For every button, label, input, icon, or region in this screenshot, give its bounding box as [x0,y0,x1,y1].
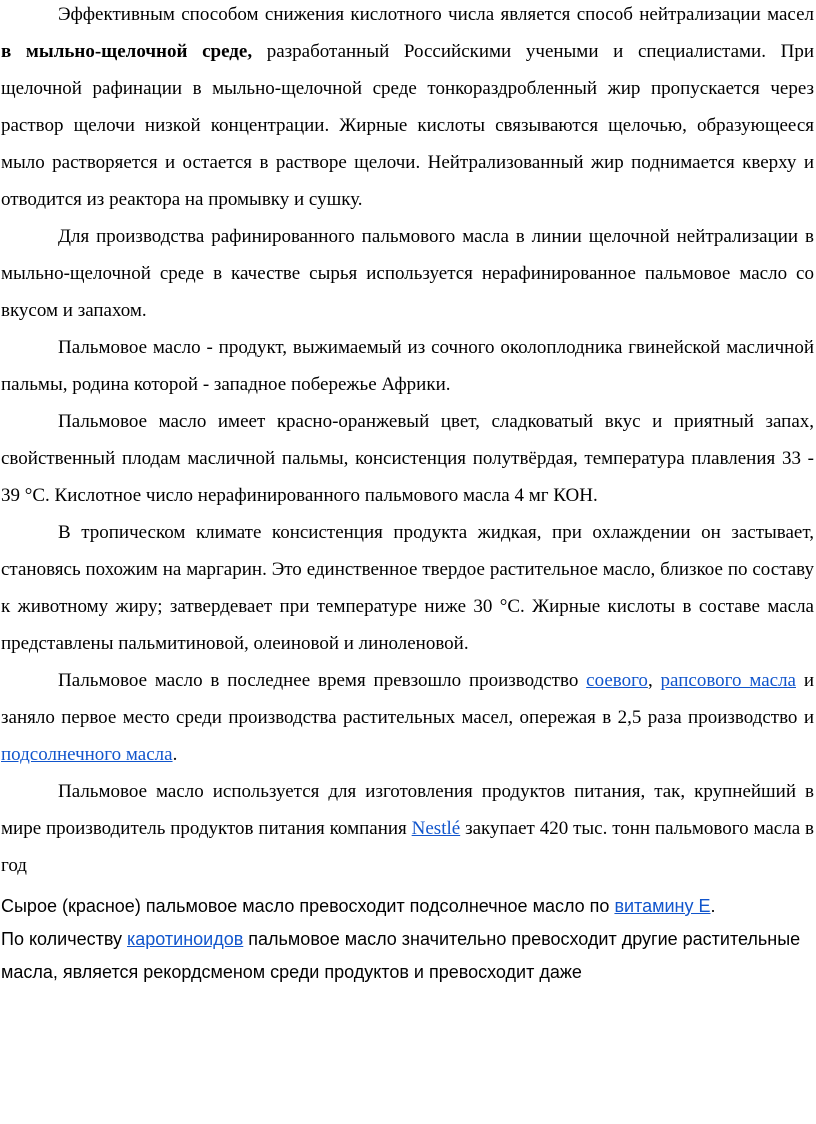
paragraph-food-usage [1,773,814,884]
text-span: Сырое (красное) пальмовое масло превосходит подсолнечное масло по [1,896,615,916]
paragraph-tropical-climate: В тропическом климате консистенция продукта жидкая, при охлаждении он застывает, становясь похожим на маргарин. Это единственное твердое растительное масло, близкое по составу к животному жиру; затвердевает при температуре ниже 30 °С. Жирные кислоты в составе масла представлены пальмитиновой, олеиновой и линоленовой. [1,522,814,654]
link-rapeseed-oil[interactable]: рапсового масла [660,670,796,691]
text-span: пальмовое масло значительно превосходит другие растительные масла, является рекордсменом среди продуктов и превосходит даже [1,929,801,982]
link-soybean-oil[interactable]: соевого [586,670,648,691]
link-sunflower-oil[interactable]: подсолнечного масла [1,744,173,765]
text-span: , [647,670,661,691]
text-span: и заняло первое место среди производства растительных масел, опережая в 2,5 раза производство и [1,670,815,728]
text-span: Пальмовое масло используется для изготовления продуктов питания, так, крупнейший в мире производитель продуктов питания компания [1,781,814,839]
text-span: По количеству [1,929,127,949]
paragraph-palm-oil-origin: Пальмовое масло - продукт, выжимаемый из сочного околоплодника гвинейской масличной пальмы, родина которой - западное побережье Африки. [1,337,814,395]
paragraph-vitamins [1,890,814,989]
link-carotenoids[interactable]: каротиноидов [127,929,244,949]
text-span: закупает 420 тыс. тонн пальмового масла в год [1,818,814,876]
paragraph-production [1,662,814,773]
link-nestle[interactable]: Nestlé [411,818,461,839]
paragraph-neutralization [1,0,814,218]
text-span: . [172,744,178,765]
bold-phrase: в мыльно-щелочной среде, [1,41,253,62]
link-vitamin-e[interactable]: витамину Е [614,896,711,916]
paragraph-raw-material: Для производства рафинированного пальмового масла в линии щелочной нейтрализации в мыльно-щелочной среде в качестве сырья используется нерафинированное пальмовое масло со вкусом и запахом. [1,226,814,321]
text-span: . [710,896,716,916]
text-span: Эффективным способом снижения кислотного числа является способ нейтрализации масел [58,4,814,25]
text-span: Пальмовое масло в последнее время превзошло производство [58,670,587,691]
text-span: разработанный Российскими учеными и специалистами. При щелочной рафинации в мыльно-щелочной среде тонкораздробленный жир пропускается через раствор щелочи низкой концентрации. Жирные кислоты связываются щелочью, образующееся мыло растворяется и остается в растворе щелочи. Нейтрализованный жир поднимается кверху и отводится из реактора на промывку и сушку. [1,41,815,210]
paragraph-palm-oil-properties: Пальмовое масло имеет красно-оранжевый цвет, сладковатый вкус и приятный запах, свойственный плодам масличной пальмы, консистенция полутвёрдая, температура плавления 33 - 39 °С. Кислотное число нерафинированного пальмового масла 4 мг КОН. [1,411,814,506]
